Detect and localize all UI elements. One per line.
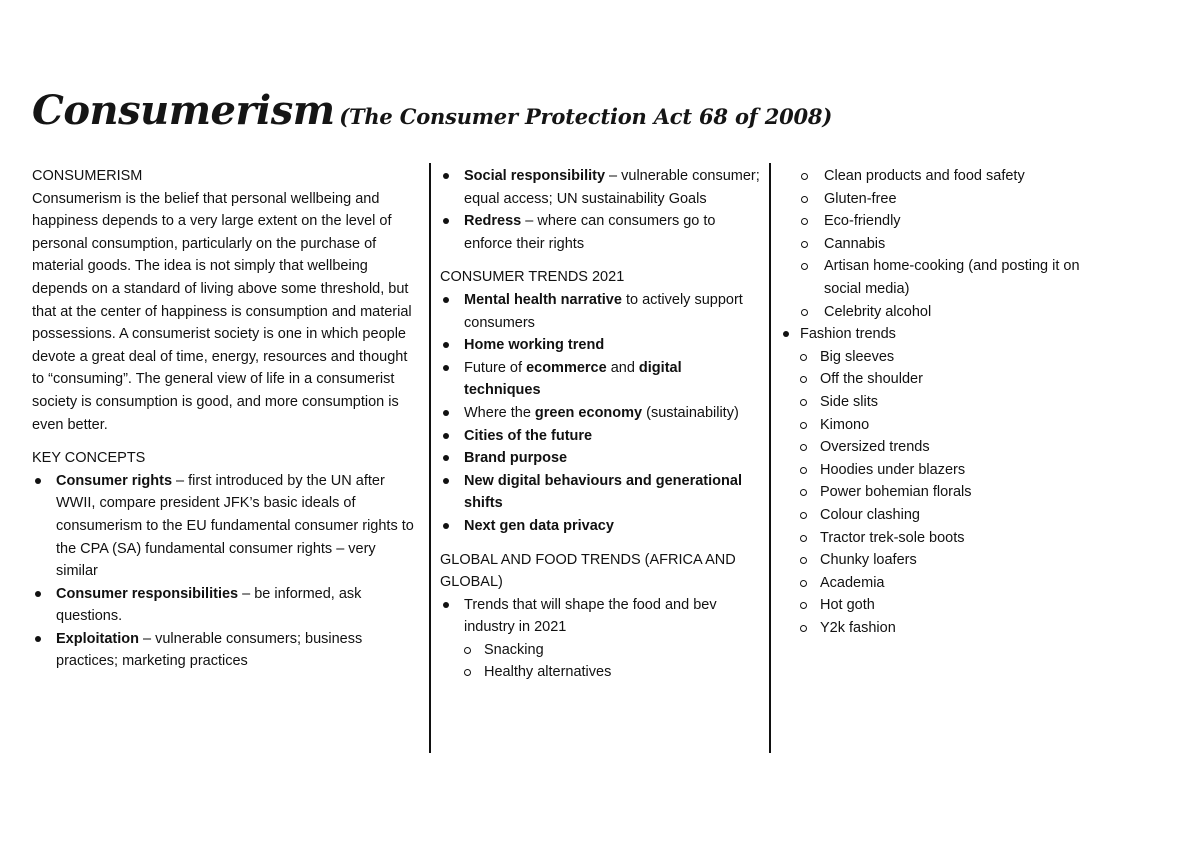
list-item-text: to actively support consumers [464,291,743,331]
list-item [440,447,762,470]
list-item-term: Redress [464,213,522,230]
key-concepts-list [32,470,414,673]
list-item-term: Brand purpose [464,450,568,467]
list-item-term: Home working trend [464,337,605,354]
list-item-term: Consumer responsibilities [56,585,239,602]
list-item [780,323,1120,639]
sub-list-item: Snacking [464,639,762,662]
list-item-term: Mental health narrative [464,291,622,308]
consumerism-definition: Consumerism is the belief that personal wellbeing and happiness depends to a very large extent on the level of personal consumption, particularly on the purchase of material goods. The idea is not simply that wellbeing depends on a standard of living above some threshold, but that at the center of happiness is consumption and material possessions. A consumerist society is one in which people devote a great deal of time, energy, resources and thought to “consuming”. The general view of life in a consumerist society is consumption is good, and more consumption is even better. [32,190,412,433]
fashion-trends-sublist [800,346,1120,640]
key-concepts-continued-list [440,165,762,255]
list-item [440,289,762,334]
list-item-term: digital techniques [464,359,682,399]
list-item [32,583,414,628]
sub-list-item: Kimono [800,414,1120,437]
list-item-text: Future of [464,359,527,376]
list-item [440,515,762,538]
list-item-text: Trends that will shape the food and bev industry in 2021 [464,596,717,636]
list-item-text: and [606,359,639,376]
sub-list-item: Gluten-free [780,188,1120,211]
list-item-text: Where the [464,404,535,421]
list-item [440,470,762,515]
title-subtitle: (The Consumer Protection Act 68 of 2008) [339,104,833,129]
list-item [440,357,762,402]
list-item-text: – vulnerable consumers; business practices; marketing practices [56,630,363,670]
list-item-term: Social responsibility [464,168,606,184]
list-item [32,628,414,673]
sub-list-item: Side slits [800,391,1120,414]
sub-list-item: Big sleeves [800,346,1120,369]
sub-list-item: Off the shoulder [800,368,1120,391]
sub-list-item: Academia [800,572,1120,595]
list-item [440,210,762,255]
sub-list-item: Celebrity alcohol [780,301,1120,324]
column-right [780,165,1120,639]
list-item-term: Cities of the future [464,427,593,444]
food-trends-list [440,594,762,684]
sub-list-item: Oversized trends [800,436,1120,459]
sub-list-item: Hoodies under blazers [800,459,1120,482]
list-item [440,165,762,210]
sub-list-item: Chunky loafers [800,549,1120,572]
list-item-text: – where can consumers go to enforce their rights [464,213,716,252]
list-item [440,334,762,357]
list-item-text: – first introduced by the UN after WWII, compare president JFK’s basic ideals of consumerism to the EU fundamental consumer rights to the CPA (SA) fundamental consumer rights – very similar [56,472,414,580]
sub-list-item: Tractor trek-sole boots [800,527,1120,550]
food-trends-sublist [464,639,762,684]
list-item-text: – be informed, ask questions. [56,585,362,625]
title-main: Consumerism [32,87,335,134]
section-heading-consumer-trends: CONSUMER TRENDS 2021 [440,269,625,286]
sub-list-item: Cannabis [780,233,1120,256]
list-item-term: Exploitation [56,630,139,647]
list-item-term: Consumer rights [56,472,173,489]
list-item-text: (sustainability) [642,404,739,421]
list-item [440,425,762,448]
sub-list-item: Y2k fashion [800,617,1120,640]
list-item [440,594,762,684]
list-item-term: green economy [534,404,643,421]
sub-list-item: Hot goth [800,594,1120,617]
column-divider-1 [429,163,431,753]
section-heading-consumerism: CONSUMERISM [32,168,143,184]
sub-list-item: Power bohemian florals [800,481,1120,504]
page-title [32,87,833,134]
consumer-trends-list [440,289,762,538]
column-divider-2 [769,163,771,753]
sub-list-item: Clean products and food safety [780,165,1120,188]
sub-list-item: Eco-friendly [780,210,1120,233]
list-item-text: – vulnerable consumer; equal access; UN sustainability Goals [464,168,760,207]
sub-list-item: Healthy alternatives [464,661,762,684]
section-heading-key-concepts: KEY CONCEPTS [32,450,146,467]
sub-list-item: Colour clashing [800,504,1120,527]
list-item [440,402,762,425]
list-item-term: ecommerce [526,359,607,376]
section-heading-food-trends: GLOBAL AND FOOD TRENDS (AFRICA AND GLOBAL) [440,551,736,591]
column-left [32,165,414,673]
fashion-trends-list [780,323,1120,639]
list-item-term: New digital behaviours and generational shifts [464,472,742,512]
list-item-term: Next gen data privacy [464,517,614,534]
fashion-trends-heading: Fashion trends [800,326,896,343]
list-item [32,470,414,583]
column-middle [440,165,762,684]
food-trends-continued-list [780,165,1120,323]
sub-list-item: Artisan home-cooking (and posting it on social media) [780,255,1120,300]
